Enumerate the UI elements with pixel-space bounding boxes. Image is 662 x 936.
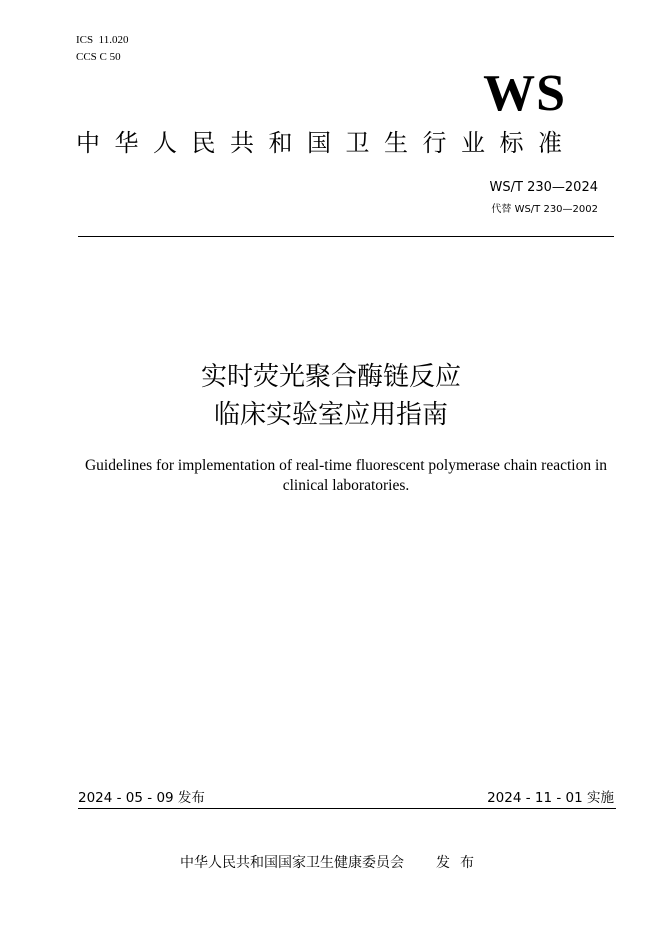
document-title-en: Guidelines for implementation of real-time fluorescent polymerase chain reaction in clinical laboratories. (84, 457, 608, 494)
issuer-name: 中华人民共和国国家卫生健康委员会 (180, 855, 404, 871)
ws-logo: WS (483, 65, 566, 122)
replaces-standard: 代替 WS/T 230—2002 (491, 204, 598, 215)
bottom-divider (78, 808, 616, 809)
standard-number: WS/T 230—2024 (489, 180, 598, 195)
issue-date: 2024 - 05 - 09 发布 (78, 790, 205, 806)
standard-category-title: 中华人民共和国卫生行业标准 (76, 129, 577, 157)
title-cn-line-1: 实时荧光聚合酶链反应 (200, 362, 461, 392)
document-title-cn (0, 358, 662, 434)
classification-codes (76, 32, 128, 66)
top-divider (78, 236, 614, 237)
ccs-code: CCS C 50 (76, 51, 121, 63)
issuer-line (180, 853, 484, 873)
title-cn-line-2: 临床实验室应用指南 (213, 400, 448, 430)
ics-code: ICS 11.020 (76, 34, 129, 46)
issuer-action: 发布 (436, 855, 484, 871)
implementation-date: 2024 - 11 - 01 实施 (487, 790, 614, 806)
